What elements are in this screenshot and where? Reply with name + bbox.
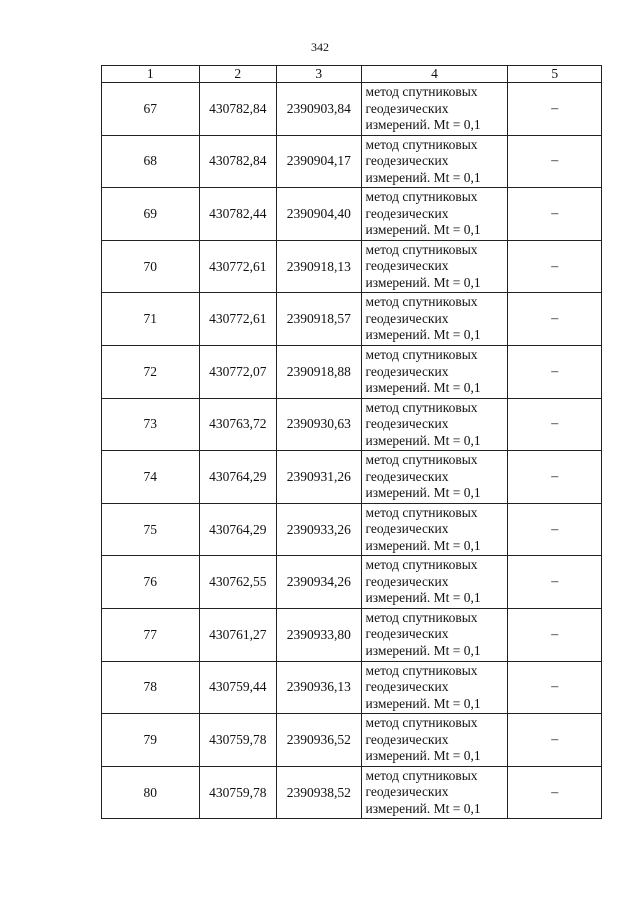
x-coordinate-cell: 430772,07 [199, 345, 276, 398]
method-cell [361, 398, 508, 451]
method-line-1: метод спутниковых [365, 557, 478, 573]
method-line-3: измерений. Mt = 0,1 [365, 117, 481, 133]
table-row [102, 714, 602, 767]
method-line-3: измерений. Mt = 0,1 [365, 537, 481, 553]
table-row [102, 451, 602, 504]
y-coordinate-cell: 2390903,84 [277, 83, 362, 136]
method-line-2: геодезических [365, 310, 449, 326]
method-cell [361, 503, 508, 556]
point-number-cell: 71 [102, 293, 200, 346]
method-cell [361, 240, 508, 293]
point-number-cell: 72 [102, 345, 200, 398]
x-coordinate-cell: 430759,78 [199, 766, 276, 819]
table-row [102, 503, 602, 556]
method-line-1: метод спутниковых [365, 662, 478, 678]
method-line-2: геодезических [365, 784, 449, 800]
method-cell [361, 83, 508, 136]
method-cell [361, 556, 508, 609]
x-coordinate-cell: 430759,78 [199, 714, 276, 767]
point-number-cell: 80 [102, 766, 200, 819]
method-line-2: геодезических [365, 521, 449, 537]
y-coordinate-cell: 2390918,13 [277, 240, 362, 293]
column-header-1: 1 [102, 66, 200, 83]
column-header-4: 4 [361, 66, 508, 83]
y-coordinate-cell: 2390933,80 [277, 608, 362, 661]
method-line-2: геодезических [365, 258, 449, 274]
y-coordinate-cell: 2390934,26 [277, 556, 362, 609]
method-cell [361, 714, 508, 767]
point-number-cell: 75 [102, 503, 200, 556]
y-coordinate-cell: 2390938,52 [277, 766, 362, 819]
notes-cell: – [508, 503, 602, 556]
notes-cell: – [508, 345, 602, 398]
method-line-3: измерений. Mt = 0,1 [365, 222, 481, 238]
point-number-cell: 78 [102, 661, 200, 714]
method-line-1: метод спутниковых [365, 347, 478, 363]
method-line-3: измерений. Mt = 0,1 [365, 485, 481, 501]
method-line-2: геодезических [365, 100, 449, 116]
method-cell [361, 188, 508, 241]
method-cell [361, 766, 508, 819]
notes-cell: – [508, 240, 602, 293]
notes-cell: – [508, 293, 602, 346]
point-number-cell: 79 [102, 714, 200, 767]
method-line-1: метод спутниковых [365, 84, 478, 100]
method-line-3: измерений. Mt = 0,1 [365, 327, 481, 343]
x-coordinate-cell: 430772,61 [199, 293, 276, 346]
notes-cell: – [508, 135, 602, 188]
point-number-cell: 67 [102, 83, 200, 136]
notes-cell: – [508, 83, 602, 136]
notes-cell: – [508, 661, 602, 714]
y-coordinate-cell: 2390933,26 [277, 503, 362, 556]
method-line-1: метод спутниковых [365, 241, 478, 257]
method-line-2: геодезических [365, 153, 449, 169]
notes-cell: – [508, 714, 602, 767]
method-line-3: измерений. Mt = 0,1 [365, 642, 481, 658]
table-row [102, 608, 602, 661]
x-coordinate-cell: 430782,44 [199, 188, 276, 241]
point-number-cell: 70 [102, 240, 200, 293]
x-coordinate-cell: 430763,72 [199, 398, 276, 451]
method-line-2: геодезических [365, 205, 449, 221]
method-line-3: измерений. Mt = 0,1 [365, 432, 481, 448]
method-line-2: геодезических [365, 573, 449, 589]
table-row [102, 293, 602, 346]
method-line-1: метод спутниковых [365, 504, 478, 520]
table-row [102, 556, 602, 609]
table-row [102, 135, 602, 188]
method-line-3: измерений. Mt = 0,1 [365, 380, 481, 396]
point-number-cell: 74 [102, 451, 200, 504]
table-header-row [102, 66, 602, 83]
method-line-1: метод спутниковых [365, 767, 478, 783]
table-body [102, 83, 602, 819]
column-header-3: 3 [277, 66, 362, 83]
method-line-1: метод спутниковых [365, 399, 478, 415]
notes-cell: – [508, 398, 602, 451]
x-coordinate-cell: 430782,84 [199, 83, 276, 136]
point-number-cell: 77 [102, 608, 200, 661]
method-line-3: измерений. Mt = 0,1 [365, 590, 481, 606]
point-number-cell: 69 [102, 188, 200, 241]
method-line-1: метод спутниковых [365, 715, 478, 731]
y-coordinate-cell: 2390918,57 [277, 293, 362, 346]
x-coordinate-cell: 430772,61 [199, 240, 276, 293]
table-row [102, 661, 602, 714]
method-cell [361, 451, 508, 504]
y-coordinate-cell: 2390918,88 [277, 345, 362, 398]
method-line-3: измерений. Mt = 0,1 [365, 169, 481, 185]
method-line-2: геодезических [365, 679, 449, 695]
notes-cell: – [508, 451, 602, 504]
point-number-cell: 68 [102, 135, 200, 188]
method-cell [361, 608, 508, 661]
x-coordinate-cell: 430782,84 [199, 135, 276, 188]
method-line-3: измерений. Mt = 0,1 [365, 274, 481, 290]
notes-cell: – [508, 608, 602, 661]
notes-cell: – [508, 766, 602, 819]
method-cell [361, 661, 508, 714]
method-line-2: геодезических [365, 731, 449, 747]
method-cell [361, 293, 508, 346]
x-coordinate-cell: 430764,29 [199, 503, 276, 556]
x-coordinate-cell: 430759,44 [199, 661, 276, 714]
table-row [102, 240, 602, 293]
table-row [102, 83, 602, 136]
method-line-2: геодезических [365, 468, 449, 484]
method-line-2: геодезических [365, 626, 449, 642]
notes-cell: – [508, 188, 602, 241]
method-cell [361, 135, 508, 188]
notes-cell: – [508, 556, 602, 609]
coordinates-table [101, 65, 602, 819]
method-line-1: метод спутниковых [365, 136, 478, 152]
column-header-2: 2 [199, 66, 276, 83]
method-line-1: метод спутниковых [365, 452, 478, 468]
y-coordinate-cell: 2390904,17 [277, 135, 362, 188]
method-line-2: геодезических [365, 416, 449, 432]
method-line-3: измерений. Mt = 0,1 [365, 800, 481, 816]
y-coordinate-cell: 2390936,13 [277, 661, 362, 714]
method-line-3: измерений. Mt = 0,1 [365, 748, 481, 764]
table-row [102, 345, 602, 398]
y-coordinate-cell: 2390930,63 [277, 398, 362, 451]
table-row [102, 398, 602, 451]
method-line-3: измерений. Mt = 0,1 [365, 695, 481, 711]
x-coordinate-cell: 430761,27 [199, 608, 276, 661]
y-coordinate-cell: 2390904,40 [277, 188, 362, 241]
y-coordinate-cell: 2390936,52 [277, 714, 362, 767]
column-header-5: 5 [508, 66, 602, 83]
method-cell [361, 345, 508, 398]
method-line-1: метод спутниковых [365, 609, 478, 625]
method-line-1: метод спутниковых [365, 294, 478, 310]
page-number: 342 [311, 40, 329, 54]
table-row [102, 766, 602, 819]
point-number-cell: 76 [102, 556, 200, 609]
x-coordinate-cell: 430762,55 [199, 556, 276, 609]
point-number-cell: 73 [102, 398, 200, 451]
y-coordinate-cell: 2390931,26 [277, 451, 362, 504]
table-row [102, 188, 602, 241]
x-coordinate-cell: 430764,29 [199, 451, 276, 504]
method-line-1: метод спутниковых [365, 189, 478, 205]
method-line-2: геодезических [365, 363, 449, 379]
